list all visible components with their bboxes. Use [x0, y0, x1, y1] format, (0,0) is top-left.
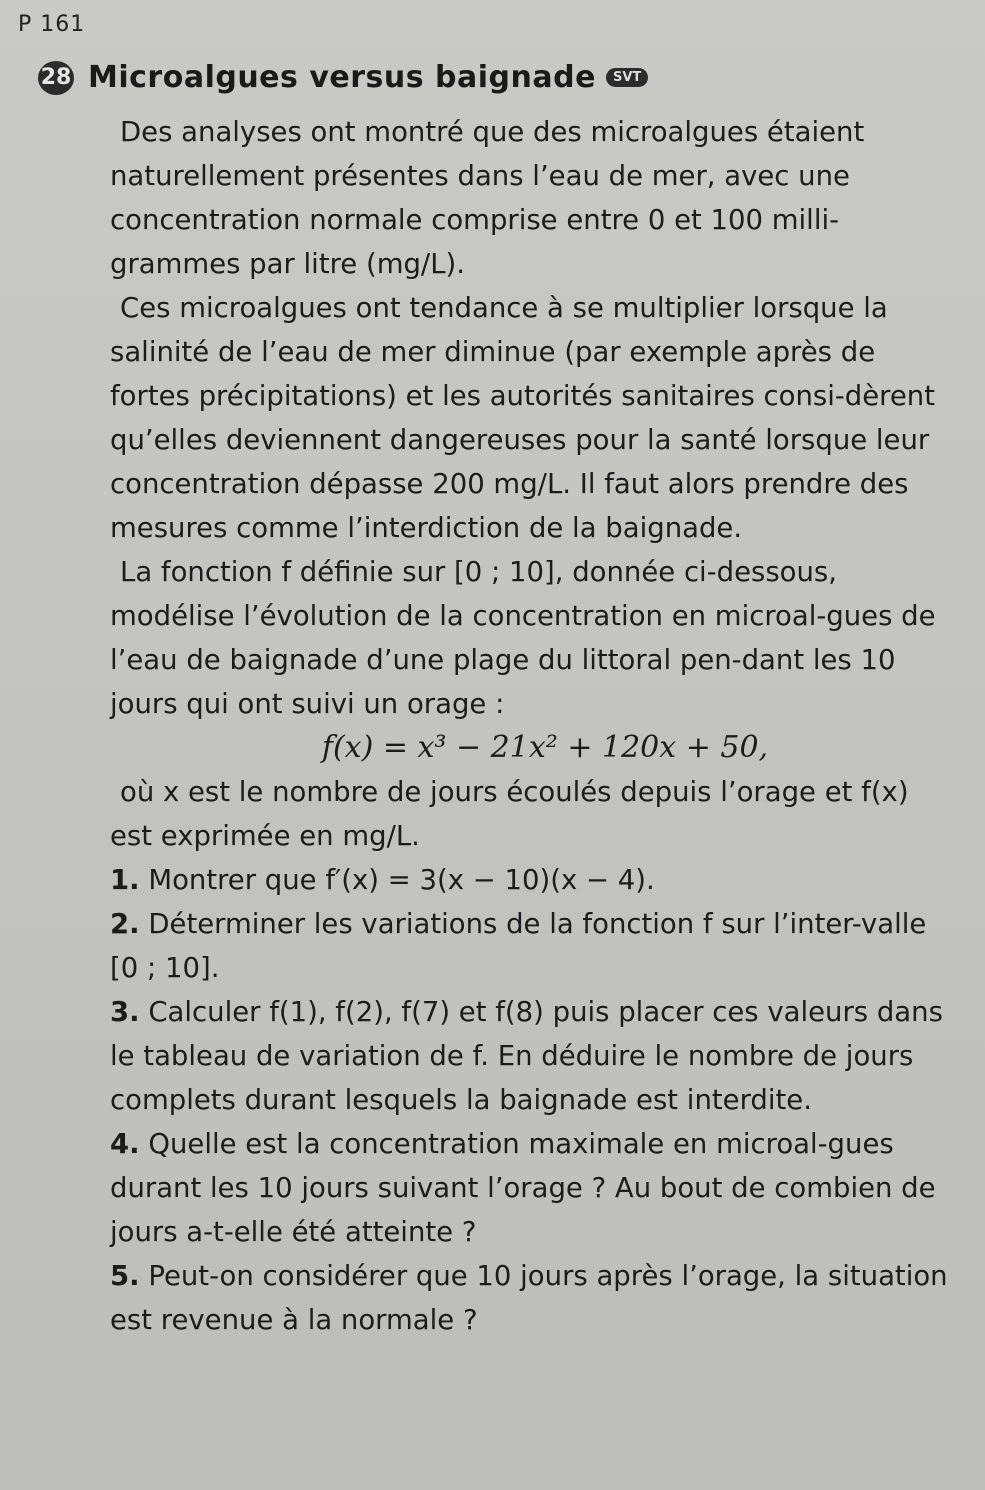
- function-formula: f(x) = x³ − 21x² + 120x + 50,: [321, 730, 769, 765]
- question-3: [110, 990, 950, 1122]
- question-text: Montrer que f′(x) = 3(x − 10)(x − 4).: [148, 864, 655, 896]
- question-2: [110, 902, 950, 990]
- question-text: Quelle est la concentration maximale en microal-gues durant les 10 jours suivant l’orage ? Au bout de combien de jours a-t-elle été atteinte ?: [110, 1128, 936, 1248]
- exercise-header: [38, 60, 648, 95]
- exercise-title: Microalgues versus baignade: [88, 60, 596, 95]
- exercise-body: [110, 110, 950, 1342]
- exercise-number-badge: 28: [38, 61, 74, 95]
- question-1: [110, 858, 950, 902]
- question-5: [110, 1254, 950, 1342]
- question-text: Peut-on considérer que 10 jours après l’orage, la situation est revenue à la normale ?: [110, 1260, 948, 1336]
- question-text: Déterminer les variations de la fonction f sur l’inter-valle [0 ; 10].: [110, 908, 927, 984]
- page-reference: P 161: [18, 12, 86, 37]
- subject-badge: SVT: [606, 68, 648, 87]
- model-paragraph: La fonction f définie sur [0 ; 10], donnée ci-dessous, modélise l’évolution de la concentration en microal-gues de l’eau de baignade d’une plage du littoral pen-dant les 10 jours qui ont suivi un orage :: [110, 556, 936, 720]
- question-text: Calculer f(1), f(2), f(7) et f(8) puis placer ces valeurs dans le tableau de variation de f. En déduire le nombre de jours complets durant lesquels la baignade est interdite.: [110, 996, 943, 1116]
- question-number: 5.: [110, 1260, 140, 1292]
- question-number: 1.: [110, 864, 140, 896]
- intro-paragraph: Des analyses ont montré que des microalgues étaient naturellement présentes dans l’eau de mer, avec une concentration normale comprise entre 0 et 100 milli-grammes par litre (mg/L).: [110, 116, 865, 280]
- question-number: 2.: [110, 908, 140, 940]
- question-number: 3.: [110, 996, 140, 1028]
- variable-definition: où x est le nombre de jours écoulés depuis l’orage et f(x) est exprimée en mg/L.: [110, 776, 909, 852]
- question-number: 4.: [110, 1128, 140, 1160]
- question-4: [110, 1122, 950, 1254]
- context-paragraph: Ces microalgues ont tendance à se multiplier lorsque la salinité de l’eau de mer diminue (par exemple après de fortes précipitations) et les autorités sanitaires consi-dèrent qu’elles deviennent dangereuses pour la santé lorsque leur concentration dépasse 200 mg/L. Il faut alors prendre des mesures comme l’interdiction de la baignade.: [110, 292, 935, 544]
